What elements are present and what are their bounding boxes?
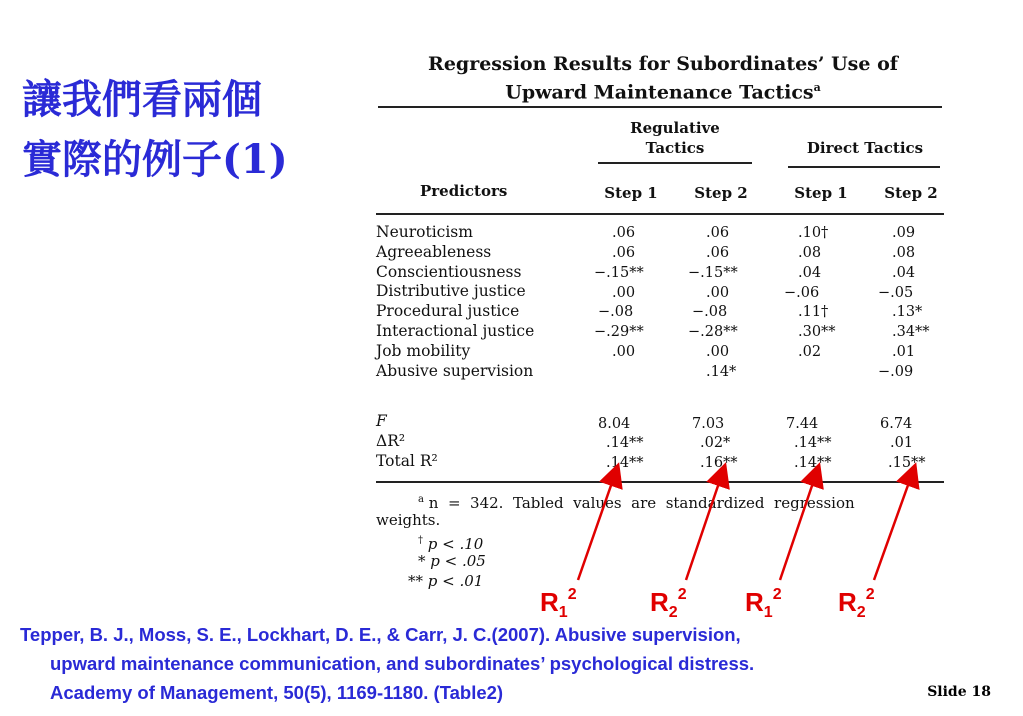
citation — [20, 620, 1010, 707]
slide-title-line-2: 實際的例子(1) — [22, 136, 288, 183]
citation-line-3: Academy of Management, 50(5), 1169-1180. (Table2) — [50, 682, 504, 703]
cell: .09 — [892, 225, 916, 241]
cell: .15** — [888, 455, 926, 471]
r-label-sup: 2 — [772, 586, 782, 603]
r-label-sup: 2 — [677, 586, 687, 603]
cell: .14** — [606, 435, 644, 451]
r-label-sup: 2 — [567, 586, 577, 603]
cell: .08 — [798, 245, 822, 261]
cell: .14** — [794, 455, 832, 471]
col-header-dir-step2: Step 2 — [884, 184, 938, 202]
cell: −.15** — [688, 265, 738, 281]
r-label-base: R — [650, 587, 669, 617]
footnote-a-marker: a — [418, 494, 424, 505]
row-label: Interactional justice — [376, 322, 535, 340]
r-label-sup: 2 — [865, 586, 875, 603]
cell: −.09 — [878, 364, 914, 380]
footnote-double-star-text: p < .01 — [427, 572, 484, 590]
table-title-superscript: a — [813, 81, 821, 94]
row-label: Agreeableness — [376, 243, 492, 261]
group-header-regulative-line-1: Regulative — [630, 119, 720, 137]
cell: .13* — [892, 304, 923, 320]
r-label-sub: 2 — [856, 604, 866, 621]
r-label-base: R — [540, 587, 559, 617]
row-label: Procedural justice — [376, 302, 520, 320]
footnote-star-text: p < .05 — [430, 552, 486, 570]
r-label-base: R — [838, 587, 857, 617]
col-header-reg-step2: Step 2 — [694, 184, 748, 202]
row-label: ΔR² — [376, 432, 406, 450]
cell: .11† — [798, 304, 829, 320]
group-header-regulative-line-2: Tactics — [645, 139, 705, 157]
cell: .14* — [706, 364, 737, 380]
footnote-a-text: n = 342. Tabled values are standardized regression — [428, 494, 855, 512]
cell: −.29** — [594, 324, 644, 340]
footnote-a-continued: weights. — [376, 511, 441, 529]
cell: .06 — [612, 245, 636, 261]
cell: .30** — [798, 324, 836, 340]
row-label: Distributive justice — [376, 282, 526, 300]
row-label: Abusive supervision — [376, 362, 534, 380]
arrow-reg-step1 — [578, 474, 615, 580]
cell: .04 — [798, 265, 822, 281]
cell: .06 — [706, 245, 730, 261]
footnote-double-star-marker: ** — [408, 572, 423, 590]
footnote-star-marker: * — [418, 552, 426, 570]
row-label: F — [376, 412, 387, 430]
cell: 7.03 — [692, 416, 725, 432]
cell: .06 — [706, 225, 730, 241]
col-header-reg-step1: Step 1 — [604, 184, 658, 202]
cell: .04 — [892, 265, 916, 281]
cell: −.15** — [594, 265, 644, 281]
cell: .16** — [700, 455, 738, 471]
cell: −.08 — [598, 304, 634, 320]
footnote-dagger-marker: † — [418, 535, 423, 546]
r-label-sub: 1 — [558, 604, 568, 621]
cell: .14** — [606, 455, 644, 471]
arrow-dir-step1 — [780, 474, 816, 580]
cell: −.05 — [878, 285, 914, 301]
row-label: Total R² — [376, 452, 438, 470]
r-label-sub: 1 — [763, 604, 773, 621]
cell: 8.04 — [598, 416, 631, 432]
arrow-reg-step2 — [686, 474, 722, 580]
cell: −.08 — [692, 304, 728, 320]
r-label-sub: 2 — [668, 604, 678, 621]
cell: 7.44 — [786, 416, 819, 432]
citation-line-2: upward maintenance communication, and subordinates’ psychological distress. — [50, 653, 755, 674]
arrow-dir-step2 — [874, 474, 912, 580]
cell: 6.74 — [880, 416, 913, 432]
cell: −.28** — [688, 324, 738, 340]
slide-title-line-1: 讓我們看兩個 — [22, 76, 262, 123]
col-header-dir-step1: Step 1 — [794, 184, 848, 202]
footnote-dagger-text: p < .10 — [427, 535, 484, 553]
cell: .02* — [700, 435, 731, 451]
cell: −.06 — [784, 285, 820, 301]
cell: .01 — [892, 344, 916, 360]
cell: .00 — [612, 285, 636, 301]
group-header-direct: Direct Tactics — [806, 139, 924, 157]
row-label: Conscientiousness — [376, 263, 522, 281]
cell: .00 — [706, 344, 730, 360]
cell: .10† — [798, 225, 829, 241]
row-label: Neuroticism — [376, 223, 473, 241]
table-title-line-1: Regression Results for Subordinates’ Use of — [428, 53, 898, 75]
slide-number: Slide 18 — [927, 684, 991, 700]
cell: .08 — [892, 245, 916, 261]
cell: .34** — [892, 324, 930, 340]
cell: .02 — [798, 344, 822, 360]
predictors-header: Predictors — [420, 182, 508, 200]
r-label-base: R — [745, 587, 764, 617]
cell: .06 — [612, 225, 636, 241]
cell: .14** — [794, 435, 832, 451]
citation-line-1: Tepper, B. J., Moss, S. E., Lockhart, D. E., & Carr, J. C.(2007). Abusive supervision, — [20, 624, 741, 645]
row-label: Job mobility — [376, 342, 471, 360]
table-title-line-2-text: Upward Maintenance Tactics — [505, 81, 814, 104]
cell: .01 — [890, 435, 914, 451]
cell: .00 — [612, 344, 636, 360]
cell: .00 — [706, 285, 730, 301]
